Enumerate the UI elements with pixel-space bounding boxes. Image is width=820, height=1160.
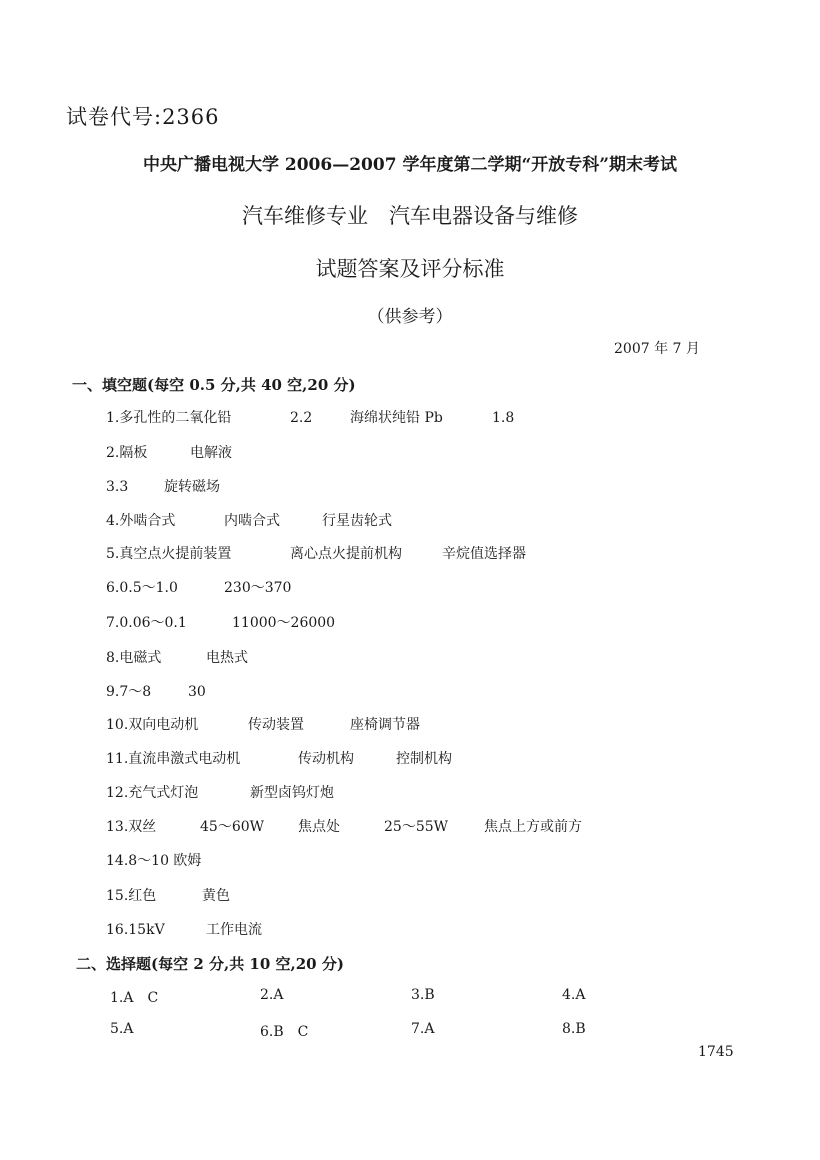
answer-row-16	[106, 919, 262, 939]
answer-item: 3.3	[106, 479, 129, 495]
answer-item: 11000～26000	[232, 615, 336, 631]
subject-title: 汽车维修专业 汽车电器设备与维修	[242, 204, 578, 228]
answer-item: 海绵状纯铅 Pb	[350, 410, 443, 426]
answer-item: 座椅调节器	[350, 717, 420, 733]
answer-item: 14.8～10 欧姆	[106, 853, 202, 869]
answer-item: 45～60W	[200, 819, 265, 835]
answer-item: 25～55W	[384, 819, 449, 835]
answer-item: 离心点火提前机构	[290, 546, 402, 562]
choice-answer: 3.B	[411, 987, 435, 1003]
answer-item: 2.2	[290, 410, 313, 426]
answer-item: 10.双向电动机	[106, 717, 199, 733]
answer-item: 工作电流	[206, 922, 262, 938]
choice-answer: 2.A	[260, 987, 284, 1003]
answer-item: 辛烷值选择器	[442, 546, 526, 562]
answer-item: 11.直流串激式电动机	[106, 751, 241, 767]
answer-row-14	[106, 850, 201, 870]
answer-item: 1.多孔性的二氧化铅	[106, 410, 232, 426]
answer-row-15	[106, 885, 230, 905]
answer-item: 旋转磁场	[164, 479, 220, 495]
reference-note: （供参考）	[367, 307, 453, 327]
answer-row-9	[106, 681, 206, 701]
answer-item: 内啮合式	[224, 513, 280, 529]
answer-row-13	[106, 816, 582, 836]
exam-heading: 中央广播电视大学 2006—2007 学年度第二学期“开放专科”期末考试	[142, 155, 678, 175]
answer-item: 2.隔板	[106, 445, 148, 461]
answer-row-8	[106, 647, 248, 667]
answer-item: 230～370	[224, 580, 292, 596]
answer-row-7	[106, 612, 335, 632]
paper-code: 试卷代号:2366	[66, 105, 220, 129]
choice-answer: 7.A	[411, 1021, 435, 1037]
answer-item: 行星齿轮式	[322, 513, 392, 529]
answer-item: 焦点处	[298, 819, 340, 835]
answer-item: 1.8	[492, 410, 515, 426]
answer-row-5	[106, 543, 526, 563]
answer-item: 7.0.06～0.1	[106, 615, 187, 631]
section1-heading: 一、填空题(每空 0.5 分,共 40 空,20 分)	[72, 376, 356, 394]
section2-heading: 二、选择题(每空 2 分,共 10 空,20 分)	[76, 955, 344, 973]
exam-date: 2007 年 7 月	[614, 341, 700, 357]
answer-row-6	[106, 577, 291, 597]
answer-item: 4.外啮合式	[106, 513, 176, 529]
answer-item: 传动装置	[248, 717, 304, 733]
answer-item: 8.电磁式	[106, 650, 162, 666]
answer-item: 5.真空点火提前装置	[106, 546, 232, 562]
page-number: 1745	[698, 1044, 734, 1060]
answer-item: 黄色	[202, 888, 230, 904]
answer-item: 9.7～8	[106, 684, 152, 700]
answer-item: 15.红色	[106, 888, 157, 904]
choice-answer: 1.A C	[110, 990, 159, 1006]
answer-row-4	[106, 510, 392, 530]
choice-answer: 4.A	[562, 987, 586, 1003]
answer-item: 13.双丝	[106, 819, 157, 835]
answer-title: 试题答案及评分标准	[315, 257, 505, 281]
answer-item: 12.充气式灯泡	[106, 785, 199, 801]
choice-answer: 8.B	[562, 1021, 586, 1037]
answer-row-3	[106, 476, 220, 496]
answer-row-11	[106, 748, 452, 768]
choice-answer: 5.A	[110, 1021, 134, 1037]
answer-item: 传动机构	[298, 751, 354, 767]
answer-item: 新型卤钨灯炮	[250, 785, 334, 801]
answer-item: 电解液	[190, 445, 232, 461]
answer-item: 控制机构	[396, 751, 452, 767]
answer-item: 6.0.5～1.0	[106, 580, 178, 596]
answer-row-1	[106, 407, 514, 427]
answer-row-12	[106, 782, 334, 802]
answer-item: 电热式	[206, 650, 248, 666]
answer-item: 30	[188, 684, 206, 700]
answer-row-2	[106, 442, 232, 462]
answer-row-10	[106, 714, 420, 734]
choice-answer: 6.B C	[260, 1024, 309, 1040]
answer-item: 16.15kV	[106, 922, 165, 938]
answer-item: 焦点上方或前方	[484, 819, 582, 835]
